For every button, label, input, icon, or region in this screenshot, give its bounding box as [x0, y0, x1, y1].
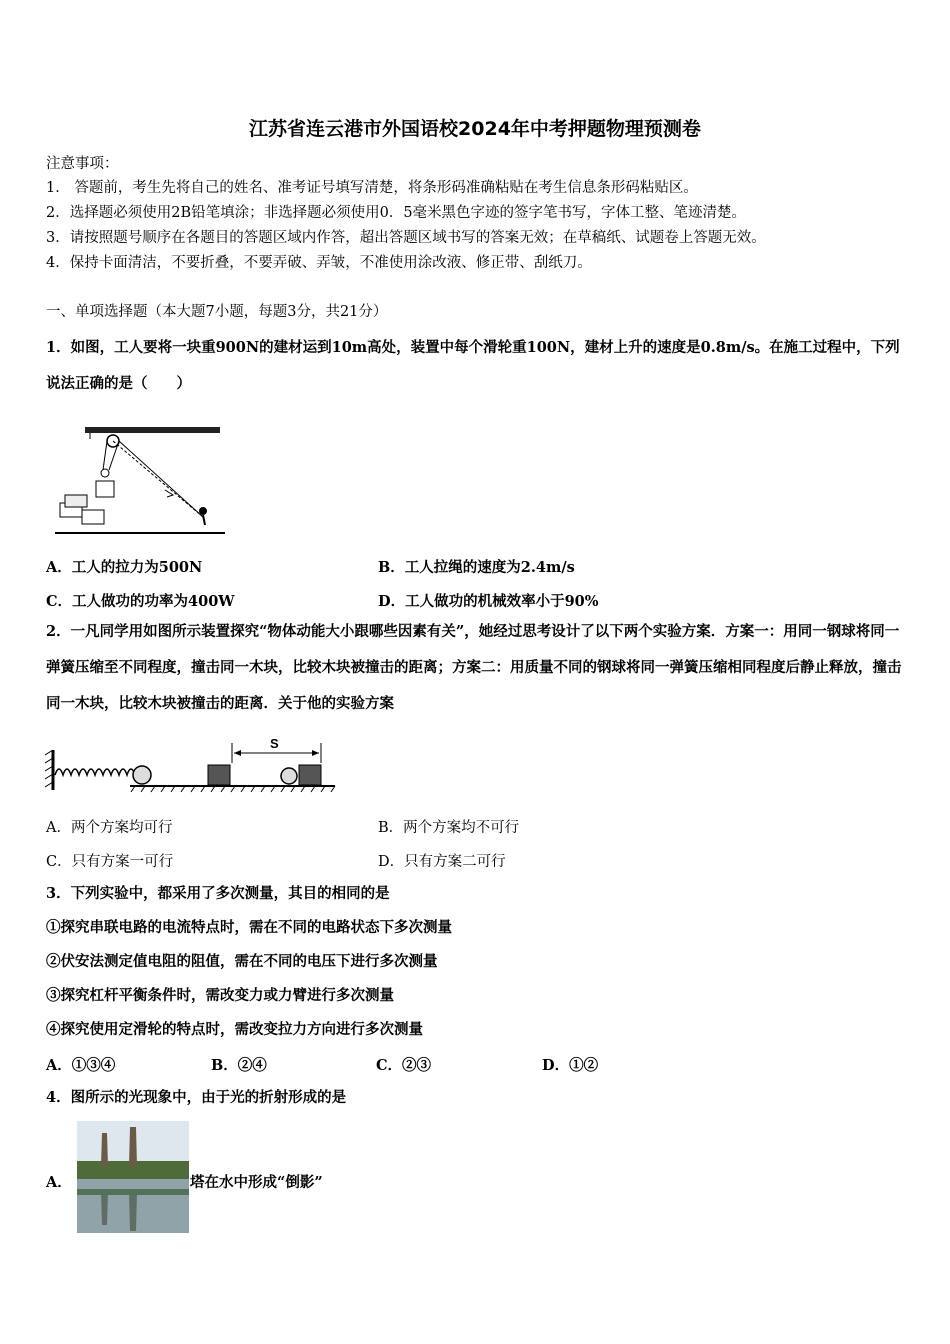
pulley-figure — [55, 425, 225, 540]
notice-item-4: 4．保持卡面清洁，不要折叠，不要弄破、弄皱，不准使用涂改液、修正带、刮纸刀。 — [46, 255, 592, 271]
notice-item-2: 2．选择题必须使用2B铅笔填涂；非选择题必须使用0．5毫米黑色字迹的签字笔书写，字体工整、笔迹清楚。 — [46, 205, 747, 221]
q4-option-a-text[interactable]: 塔在水中形成“倒影” — [190, 1174, 323, 1191]
q1-option-c[interactable]: C．工人做功的功率为400W — [46, 593, 235, 610]
notice-heading: 注意事项： — [46, 156, 119, 172]
q3-stem: 3．下列实验中，都采用了多次测量，其目的相同的是 — [46, 885, 390, 902]
q3-option-d[interactable]: D．①② — [542, 1057, 599, 1074]
notice-item-3: 3．请按照题号顺序在各题目的答题区域内作答，超出答题区域书写的答案无效；在草稿纸、试题卷上答题无效。 — [46, 230, 766, 246]
q3-item-4: ④探究使用定滑轮的特点时，需改变拉力方向进行多次测量 — [46, 1021, 423, 1038]
q3-option-a[interactable]: A．①③④ — [46, 1057, 116, 1074]
q1-option-a[interactable]: A．工人的拉力为500N — [46, 559, 203, 576]
notice-item-1: 1． 答题前，考生先将自己的姓名、准考证号填写清楚，将条形码准确粘贴在考生信息条形码粘贴区。 — [46, 180, 698, 196]
q3-item-3: ③探究杠杆平衡条件时，需改变力或力臂进行多次测量 — [46, 987, 394, 1004]
q4-stem: 4．图所示的光现象中，由于光的折射形成的是 — [46, 1089, 347, 1106]
q2-option-b[interactable]: B．两个方案均不可行 — [378, 820, 520, 836]
q1-option-b[interactable]: B．工人拉绳的速度为2.4m/s — [378, 559, 575, 576]
q1-option-d[interactable]: D．工人做功的机械效率小于90% — [378, 593, 599, 610]
q2-option-a[interactable]: A．两个方案均可行 — [46, 820, 173, 836]
distance-label: S — [270, 736, 279, 751]
section-heading: 一、单项选择题（本大题7小题，每题3分，共21分） — [46, 304, 388, 320]
q3-option-b[interactable]: B．②④ — [211, 1057, 267, 1074]
q2-option-c[interactable]: C．只有方案一可行 — [46, 854, 174, 870]
page-title: 江苏省连云港市外国语校2024年中考押题物理预测卷 — [249, 118, 701, 140]
q4-option-a-letter[interactable]: A． — [46, 1174, 72, 1191]
pagoda-reflection-photo — [77, 1121, 189, 1233]
q3-item-1: ①探究串联电路的电流特点时，需在不同的电路状态下多次测量 — [46, 919, 452, 936]
q3-option-c[interactable]: C．②③ — [376, 1057, 432, 1074]
q2-option-d[interactable]: D．只有方案二可行 — [378, 854, 506, 870]
spring-figure — [45, 735, 340, 800]
q3-item-2: ②伏安法测定值电阻的阻值，需在不同的电压下进行多次测量 — [46, 953, 438, 970]
q1-stem: 1．如图，工人要将一块重900N的建材运到10m高处，装置中每个滑轮重100N，建材上升的速度是0.8m/s。在施工过程中，下列说法正确的是（ ） — [46, 339, 900, 392]
q2-stem: 2．一凡同学用如图所示装置探究“物体动能大小跟哪些因素有关”，她经过思考设计了以下两个实验方案．方案一：用同一钢球将同一弹簧压缩至不同程度，撞击同一木块，比较木块被撞击的距离；方案二：用质量不同的钢球将同一弹簧压缩相同程度后静止释放，撞击同一木块，比较木块被撞击的距离．关于他的实验方案 — [46, 623, 902, 712]
